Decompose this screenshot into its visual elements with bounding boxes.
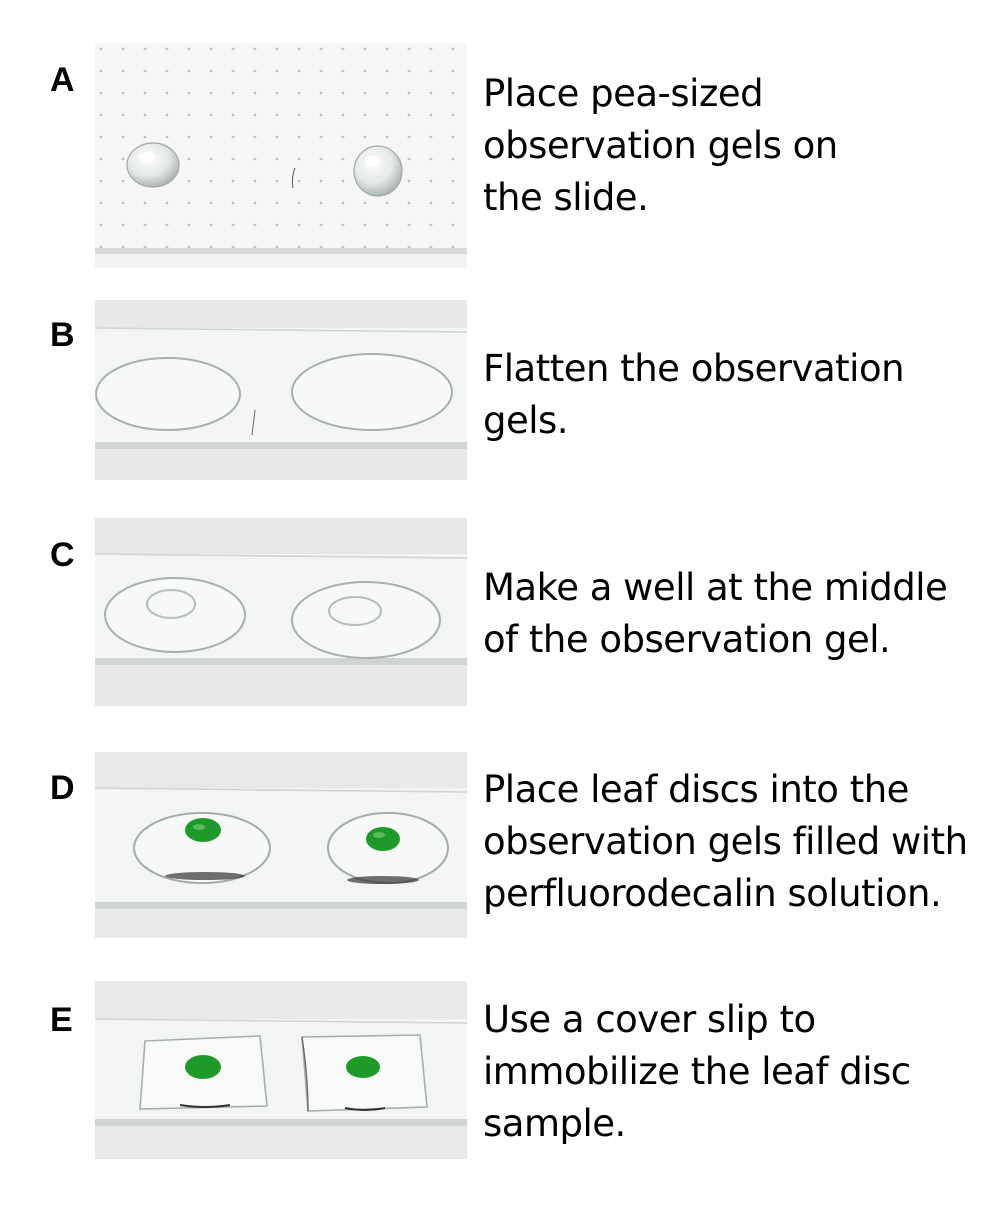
caption-line: immobilize the leaf disc: [483, 1050, 911, 1093]
leaf-disc-right: [366, 827, 400, 851]
photo-e: [95, 981, 467, 1159]
caption-line: Use a cover slip to: [483, 998, 816, 1041]
caption-line: of the observation gel.: [483, 618, 891, 661]
leaf-disc-right: [346, 1056, 380, 1078]
caption-line: the slide.: [483, 176, 649, 219]
leaf-disc-left: [185, 1055, 221, 1079]
caption-line: gels.: [483, 399, 569, 442]
step-label: D: [50, 769, 75, 807]
caption-line: Flatten the observation: [483, 347, 905, 390]
slide-with-flattened-gels-icon: [95, 300, 467, 480]
caption-line: observation gels filled with: [483, 820, 968, 863]
caption-line: observation gels on: [483, 124, 838, 167]
step-b: [0, 315, 1007, 535]
step-label: B: [50, 316, 75, 354]
step-c: [0, 535, 1007, 755]
step-d: [0, 768, 1007, 988]
caption-line: Place leaf discs into the: [483, 768, 909, 811]
photo-b: [95, 300, 467, 480]
slide-with-gel-drops-icon: [95, 43, 467, 268]
step-label: E: [50, 1001, 73, 1039]
photo-a: [95, 43, 467, 268]
step-a: [0, 60, 1007, 280]
step-label: A: [50, 61, 75, 99]
slide-with-gel-wells-icon: [95, 518, 467, 706]
photo-d: [95, 752, 467, 938]
slide-with-cover-slip-icon: [95, 981, 467, 1159]
leaf-disc-left: [185, 818, 221, 842]
step-e: [0, 1000, 1007, 1220]
caption-line: Place pea-sized: [483, 72, 764, 115]
photo-c: [95, 518, 467, 706]
step-label: C: [50, 536, 75, 574]
caption-line: Make a well at the middle: [483, 566, 948, 609]
caption-b: [483, 343, 988, 447]
slide-with-leaf-discs-icon: [95, 752, 467, 938]
caption-line: sample.: [483, 1102, 626, 1145]
caption-c: [483, 562, 988, 666]
caption-d: [483, 764, 988, 920]
caption-a: [483, 68, 988, 224]
caption-e: [483, 994, 988, 1150]
caption-line: perfluorodecalin solution.: [483, 872, 942, 915]
